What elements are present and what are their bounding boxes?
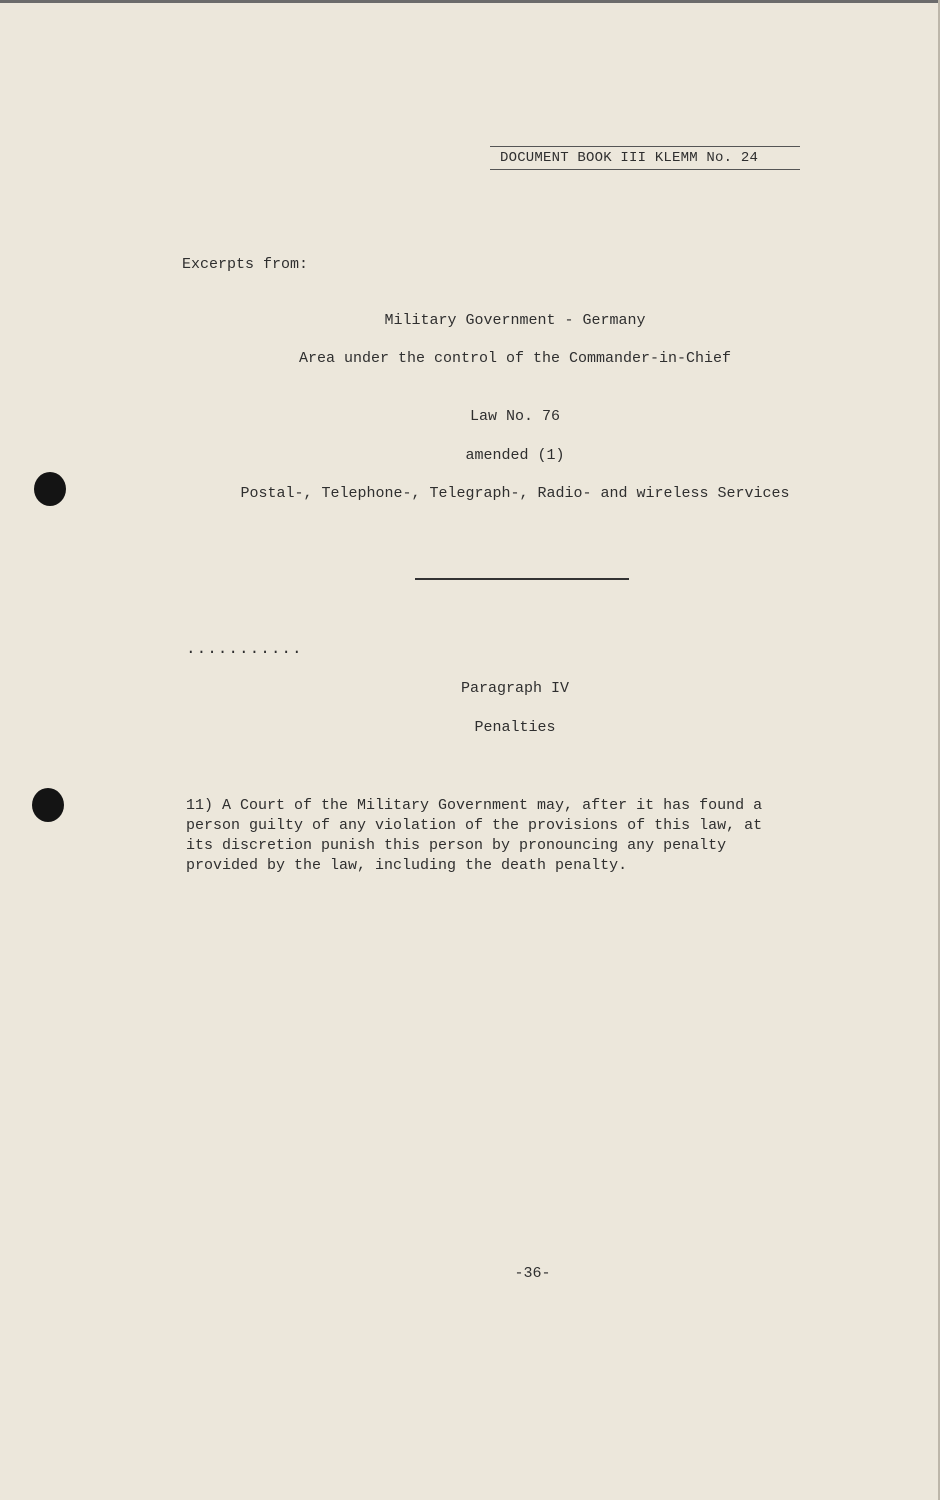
ellipsis-dots: ...........: [186, 640, 303, 658]
heading-line-1: Military Government - Germany: [384, 312, 646, 329]
section-title: Penalties: [474, 719, 556, 736]
paragraph-heading: Paragraph IV: [460, 680, 570, 697]
paragraph-text: 11) A Court of the Military Government may, after it has found a person guilty of any violation of the provisions of this law, at its discretion punish this person by pronouncing any penalty provided by the law, including the death penalty.: [186, 797, 763, 874]
heading-line-2: Area under the control of the Commander-in-Chief: [298, 350, 732, 367]
intro-line: Excerpts from:: [182, 256, 309, 273]
punch-hole-icon: [34, 472, 66, 506]
page-number: -36-: [514, 1265, 551, 1282]
punch-hole-icon: [32, 788, 64, 822]
services-title: Postal-, Telephone-, Telegraph-, Radio- and wireless Services: [240, 485, 790, 502]
separator-rule: [415, 578, 629, 580]
law-number: Law No. 76: [469, 408, 560, 425]
document-reference: DOCUMENT BOOK III KLEMM No. 24: [490, 146, 800, 170]
amended-note: amended (1): [465, 447, 565, 464]
